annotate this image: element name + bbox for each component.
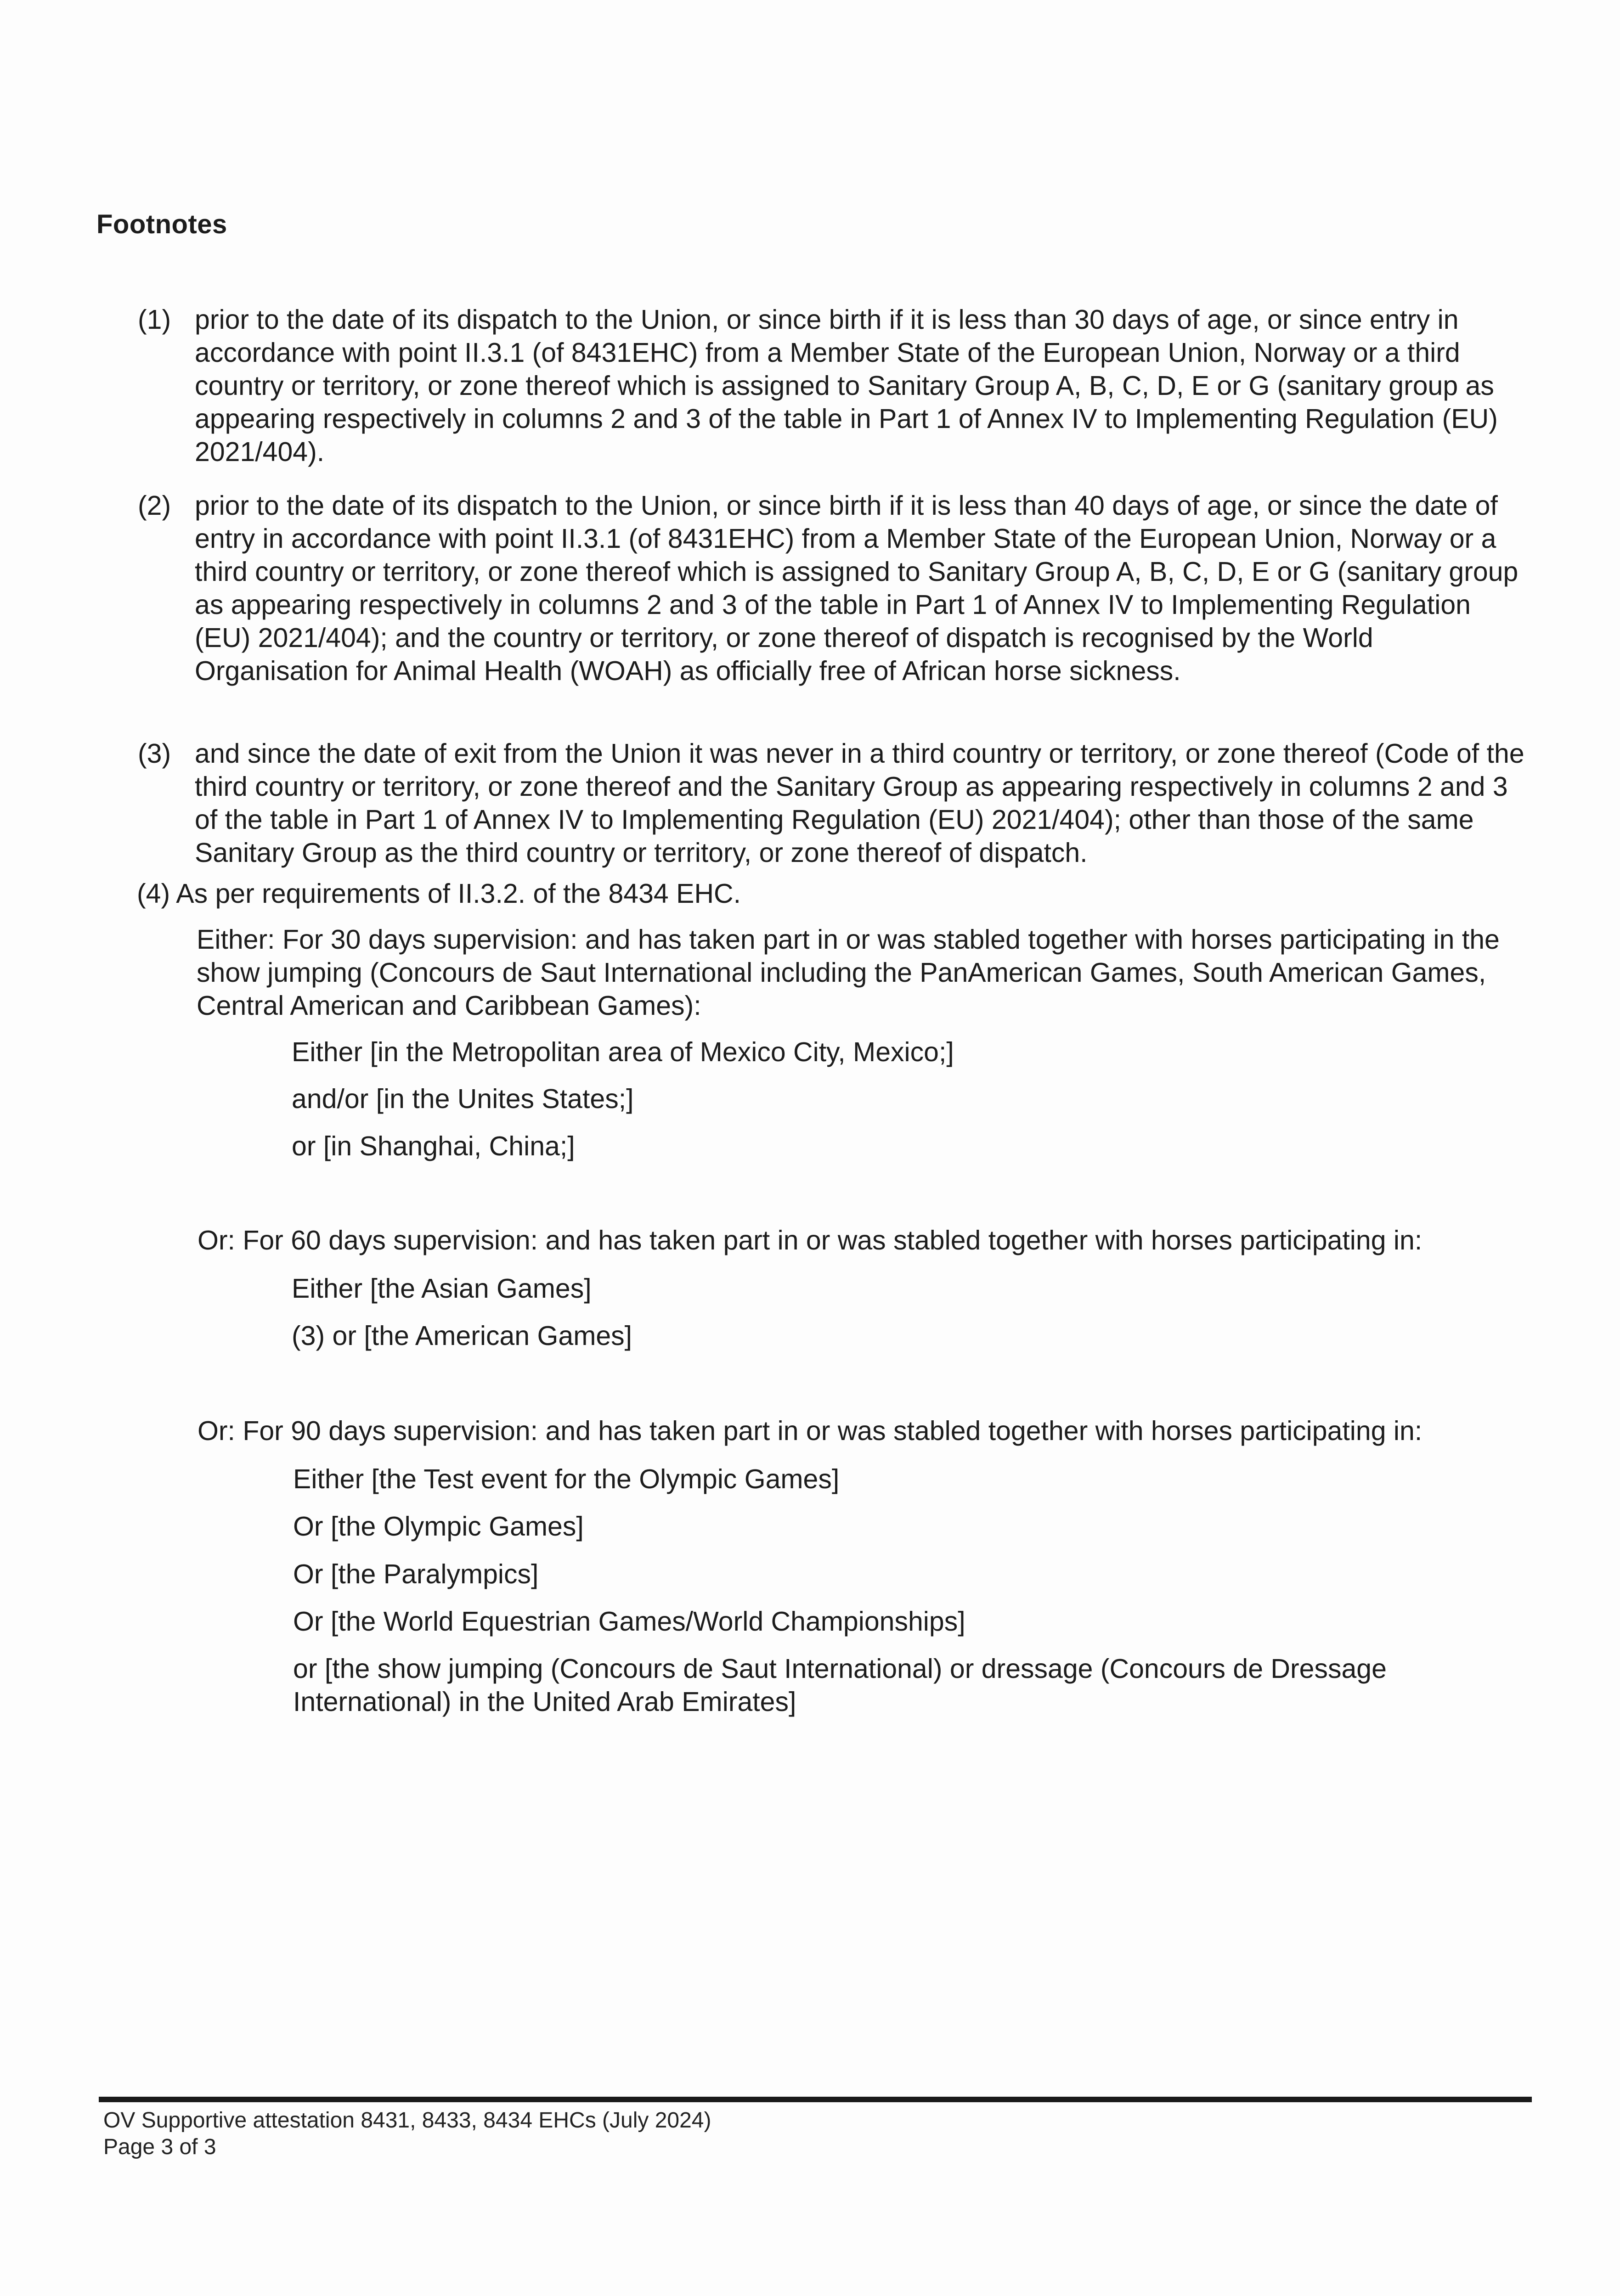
footer-page-number: Page 3 of 3 [103,2135,216,2159]
footer-divider [99,2097,1532,2102]
footnote-4-or-90-days: Or: For 90 days supervision: and has taken part in or was stabled together with horses participating in: [198,1416,1422,1446]
list-item-90-5: or [the show jumping (Concours de Saut International) or dressage (Concours de Dressage International) in the United Arab Emirates] [293,1654,1387,1717]
list-item-60-1: Either [the Asian Games] [292,1273,592,1304]
footnote-2 [138,489,1525,687]
footnote-4-or-60-days: Or: For 60 days supervision: and has taken part in or was stabled together with horses participating in: [198,1225,1422,1255]
footnote-4-heading: (4) As per requirements of II.3.2. of the 8434 EHC. [137,878,741,909]
list-item-30-2: and/or [in the Unites States;] [292,1084,634,1114]
list-item-90-2: Or [the Olympic Games] [293,1511,584,1542]
list-item-90-4: Or [the World Equestrian Games/World Championships] [293,1606,965,1637]
footnote-3-number: (3) [138,738,171,769]
list-item-60-2: (3) or [the American Games] [292,1321,632,1351]
list-item-30-3: or [in Shanghai, China;] [292,1131,575,1161]
footnote-3-text: and since the date of exit from the Union it was never in a third country or territory, or zone thereof (Code of the third country or territory, or zone thereof and the Sanitary Group as appearing respectively in columns 2 and 3 of the table in Part 1 of Annex IV to Implementing Regulation (EU) 2021/404); other than those of the same Sanitary Group as the third country or territory, or zone thereof of dispatch. [195,738,1524,868]
footnote-3 [138,737,1525,869]
footnote-1-number: (1) [138,304,171,335]
footer-document-title: OV Supportive attestation 8431, 8433, 8434 EHCs (July 2024) [103,2108,711,2133]
list-item-90-3: Or [the Paralympics] [293,1559,539,1589]
footnote-4-either-30-days: Either: For 30 days supervision: and has taken part in or was stabled together with horses participating in the show jumping (Concours de Saut International including the PanAmerican Games, South American Games, Central American and Caribbean Games): [197,924,1500,1021]
footnote-2-number: (2) [138,490,171,521]
footnote-1-text: prior to the date of its dispatch to the Union, or since birth if it is less than 30 days of age, or since entry in accordance with point II.3.1 (of 8431EHC) from a Member State of the European Union, Norway or a third country or territory, or zone thereof which is assigned to Sanitary Group A, B, C, D, E or G (sanitary group as appearing respectively in columns 2 and 3 of the table in Part 1 of Annex IV to Implementing Regulation (EU) 2021/404). [195,304,1498,467]
footnote-1 [138,303,1525,468]
list-item-90-1: Either [the Test event for the Olympic Games] [293,1464,840,1494]
footnote-2-text: prior to the date of its dispatch to the Union, or since birth if it is less than 40 days of age, or since the date of entry in accordance with point II.3.1 (of 8431EHC) from a Member State of the European Union, Norway or a third country or territory, or zone thereof which is assigned to Sanitary Group A, B, C, D, E or G (sanitary group as appearing respectively in columns 2 and 3 of the table in Part 1 of Annex IV to Implementing Regulation (EU) 2021/404); and the country or territory, or zone thereof of dispatch is recognised by the World Organisation for Animal Health (WOAH) as officially free of African horse sickness. [195,490,1518,686]
list-item-30-1: Either [in the Metropolitan area of Mexico City, Mexico;] [292,1037,954,1067]
footnotes-heading: Footnotes [96,209,227,239]
